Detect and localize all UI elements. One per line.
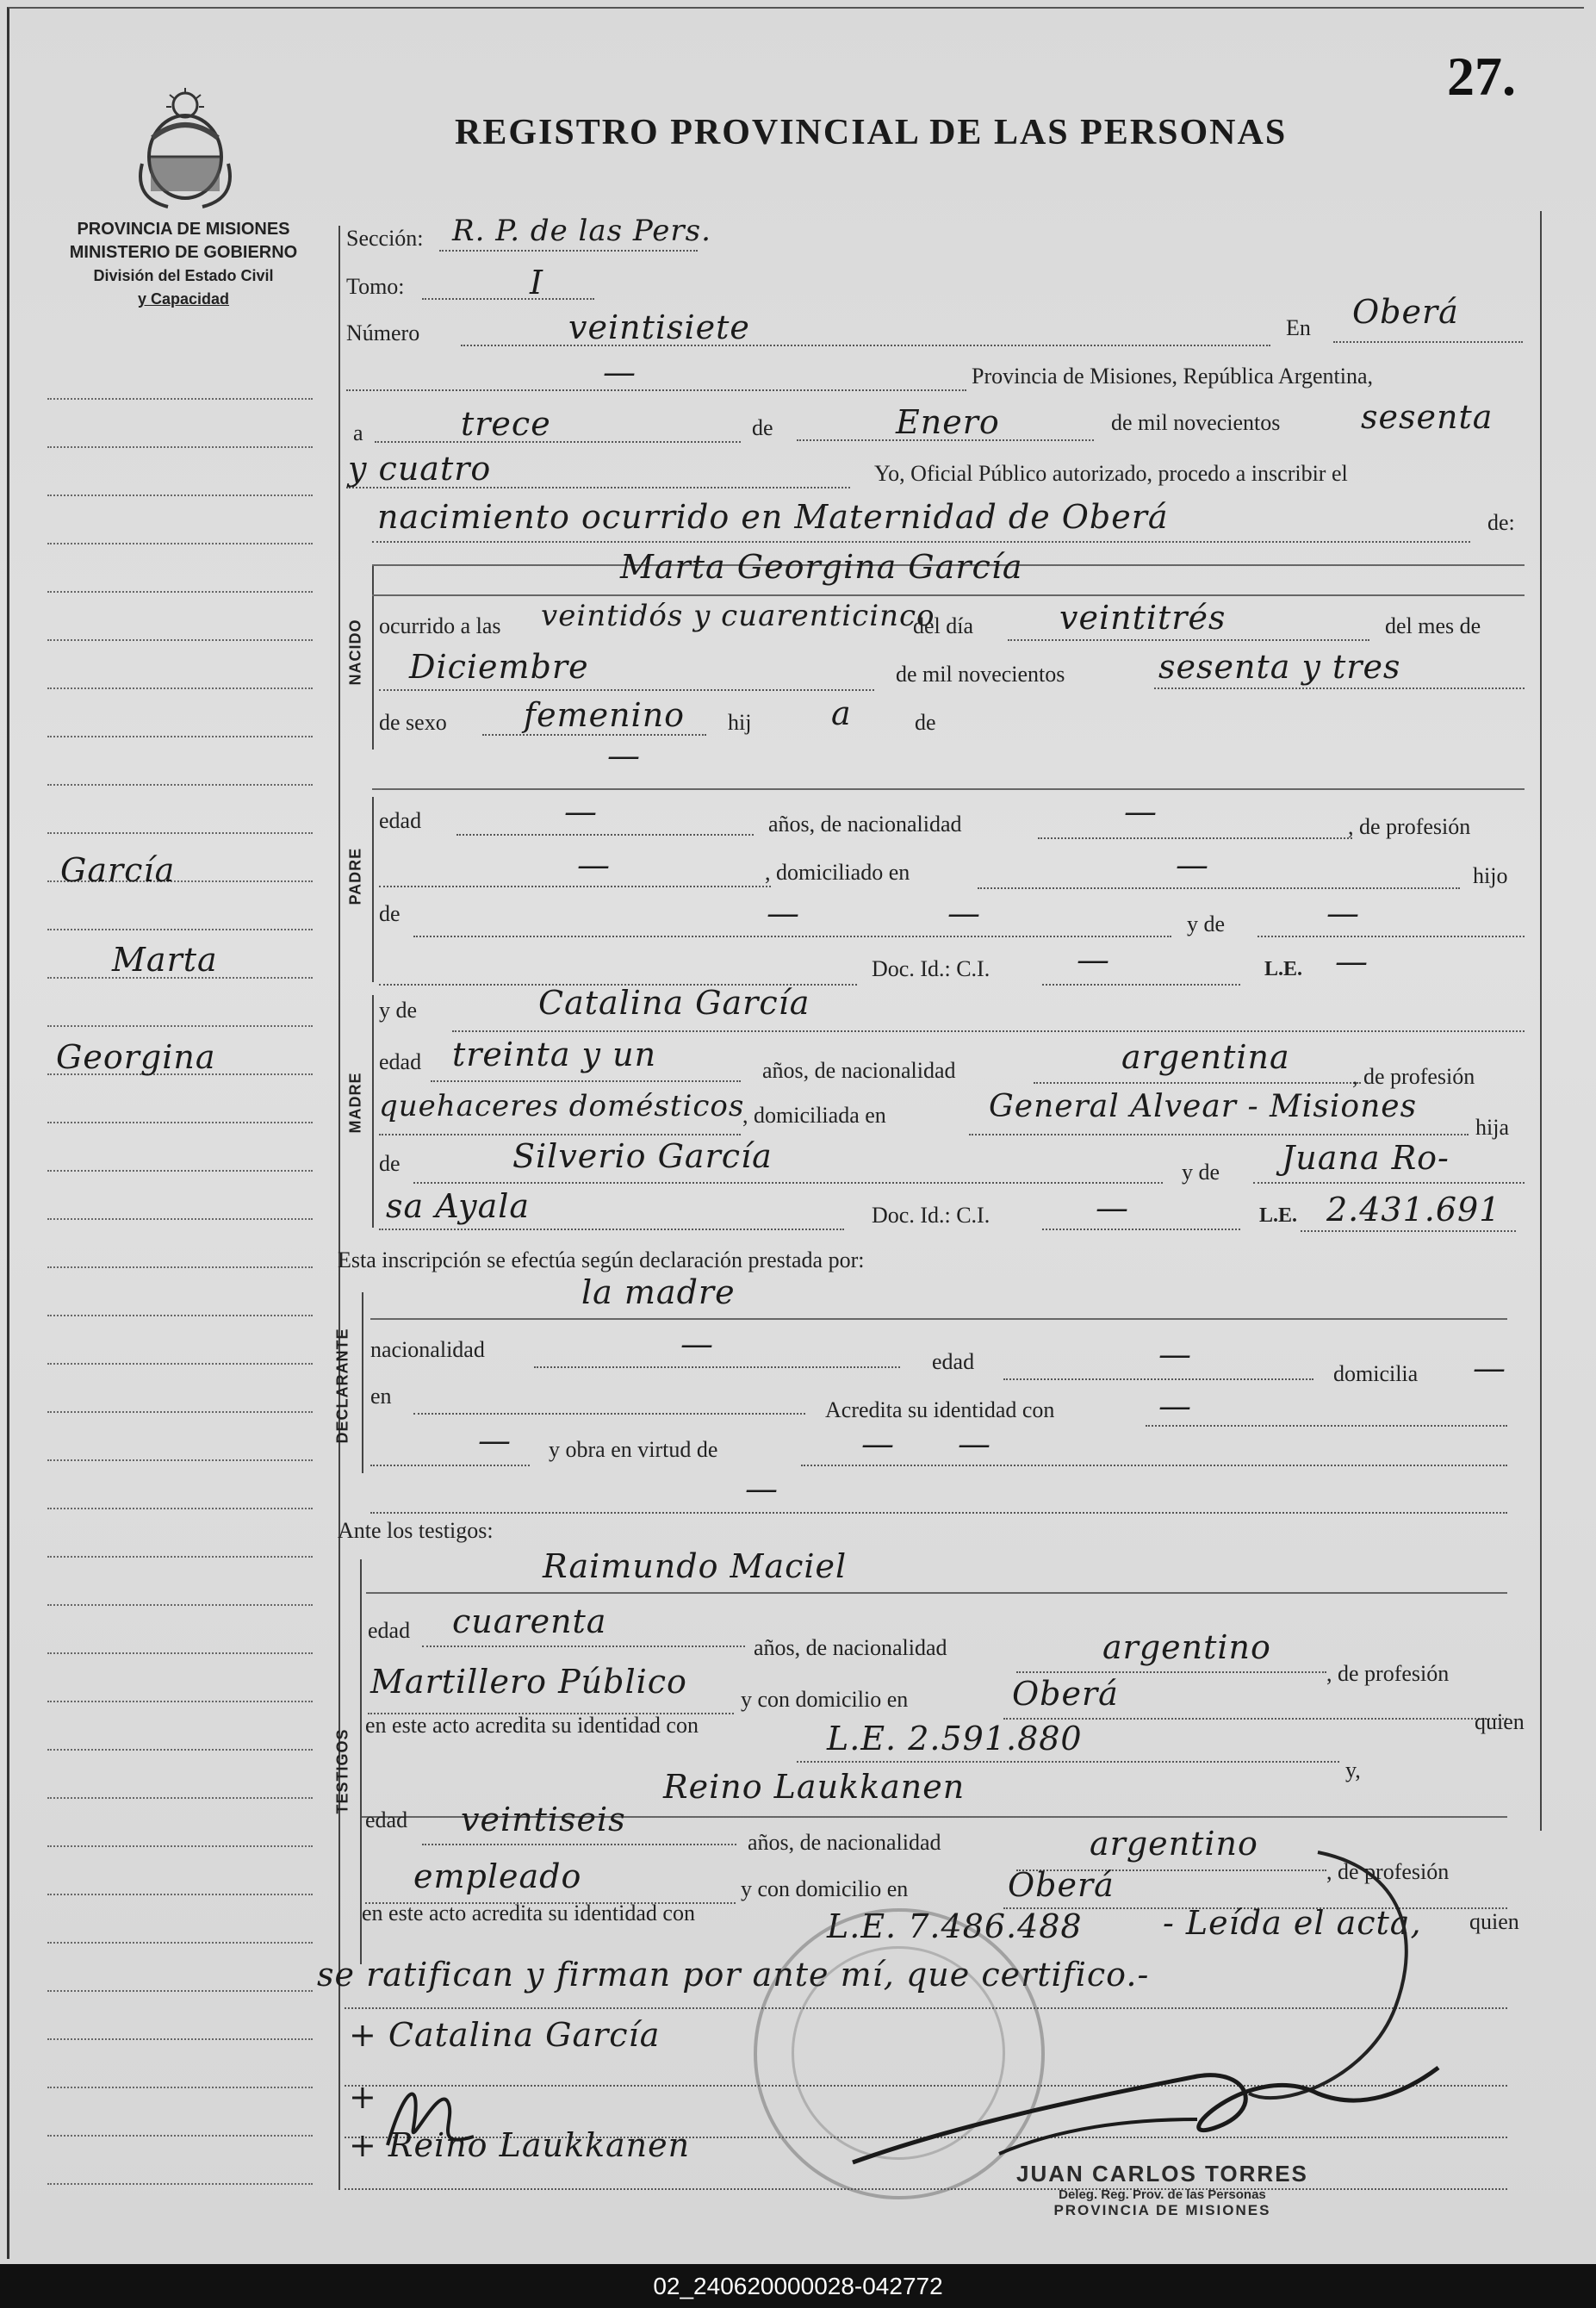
value-decl-x: — — [478, 1422, 512, 1459]
signature-madre: + Catalina García — [349, 2016, 661, 2054]
label-decl-en: en — [370, 1384, 392, 1409]
madre-bracket — [372, 995, 374, 1228]
rule-madre-nac — [1034, 1082, 1361, 1084]
label-t1-quien: quien — [1475, 1709, 1525, 1734]
label-madre-edad: edad — [379, 1049, 422, 1074]
value-padre-ci: — — [1077, 941, 1110, 979]
value-dia: trece — [461, 405, 551, 443]
value-madre-madre-b: sa Ayala — [386, 1187, 531, 1225]
page-number: 27. — [1447, 46, 1516, 107]
label-padre-de: de — [379, 901, 401, 926]
value-decl-edad: — — [1158, 1335, 1192, 1373]
value-numero: veintisiete — [568, 308, 750, 346]
label-madre-y-de: y de — [379, 998, 418, 1023]
label-ocurrido: ocurrido a las — [379, 613, 501, 638]
rule-decl-en — [413, 1413, 805, 1415]
official-title: Deleg. Reg. Prov. de las Personas — [1059, 2187, 1266, 2202]
value-padre-dash-1: — — [767, 894, 800, 932]
label-tomo: Tomo: — [346, 274, 405, 299]
rule-dia — [375, 441, 741, 443]
value-anio-a: sesenta — [1361, 398, 1494, 436]
org-line: MINISTERIO DE GOBIERNO — [69, 243, 298, 262]
rule-padre-madre — [1258, 936, 1525, 937]
label-decl-obra: y obra en virtud de — [549, 1437, 718, 1462]
label-seccion: Sección: — [346, 226, 424, 251]
label-madre-de: de — [379, 1151, 401, 1176]
label-t2-acredita: en este acto acredita su identidad con — [362, 1901, 695, 1925]
declarante-bracket — [362, 1292, 363, 1473]
rule-sexo — [482, 734, 706, 736]
label-declaracion: Esta inscripción se efectúa según declaración prestada por: — [338, 1247, 865, 1272]
value-t2-prof: empleado — [413, 1857, 582, 1895]
value-madre-prof: quehaceres domésticos — [379, 1089, 745, 1123]
rule-mes-nac — [379, 689, 874, 691]
value-decl-obra-1: — — [861, 1425, 895, 1463]
value-padre-prof: — — [577, 846, 611, 884]
label-madre-doc: Doc. Id.: C.I. — [872, 1203, 991, 1228]
rule-provincia — [346, 389, 966, 391]
value-hora: veintidós y cuarenticinco — [541, 599, 935, 633]
label-padre-edad: edad — [379, 808, 422, 833]
value-madre-ci: — — [1096, 1189, 1129, 1227]
rule-madre-madre — [1253, 1182, 1525, 1184]
rule-dia-nac — [1008, 639, 1369, 641]
rule-madre-dom — [969, 1134, 1469, 1135]
value-padre-dash-2: — — [947, 894, 981, 932]
rule-madre-le — [1301, 1230, 1516, 1232]
rule-tomo — [422, 298, 594, 300]
nacido-bracket — [372, 564, 374, 750]
value-nombre: Marta Georgina García — [620, 548, 1023, 586]
label-madre-hija: hija — [1475, 1115, 1509, 1140]
value-cierre-a: - Leída el acta, — [1163, 1904, 1422, 1942]
label-del-dia: del día — [913, 613, 974, 638]
rule-declarante — [370, 1318, 1507, 1320]
value-mes: Enero — [896, 403, 1000, 441]
rule-t1-doc — [797, 1761, 1339, 1763]
label-t2-edad: edad — [365, 1807, 408, 1832]
margin-surname: García — [60, 851, 176, 889]
label-t1-y: y, — [1345, 1757, 1361, 1782]
form-left-border — [338, 226, 340, 2190]
value-decl-obra-2: — — [958, 1425, 991, 1463]
padre-bracket — [372, 797, 374, 982]
rule-padre-nac — [1038, 837, 1352, 839]
rule-madre-nombre — [452, 1030, 1525, 1032]
value-testigo2-nombre: Reino Laukkanen — [663, 1768, 966, 1806]
value-dash-sexo: — — [607, 737, 641, 775]
label-t2-dom: y con domicilio en — [741, 1876, 909, 1901]
org-line: División del Estado Civil — [93, 267, 274, 284]
value-dash: — — [603, 353, 637, 391]
label-t2-anos: años, de nacionalidad — [748, 1830, 941, 1855]
label-de-colon: de: — [1487, 510, 1515, 535]
signature-testigo2: + Reino Laukkanen — [349, 2126, 691, 2164]
rule-padre-edad — [456, 834, 754, 836]
official-signature-icon — [801, 1835, 1456, 2197]
label-madre-y-de-2: y de — [1182, 1160, 1220, 1185]
value-anio-nac: sesenta y tres — [1158, 648, 1401, 686]
label-madre-anos: años, de nacionalidad — [762, 1058, 956, 1083]
rule-t2-edad — [422, 1844, 736, 1845]
value-localidad: Oberá — [1352, 293, 1459, 331]
rule-anio-nac — [1154, 687, 1525, 689]
page-title: REGISTRO PROVINCIAL DE LAS PERSONAS — [455, 113, 1288, 152]
rule-padre-ci — [1042, 984, 1240, 986]
value-padre-nac: — — [1124, 793, 1158, 831]
official-name-stamp — [1016, 2161, 1308, 2219]
value-tomo: I — [530, 264, 544, 302]
value-t1-doc: L.E. 2.591.880 — [827, 1720, 1083, 1757]
value-hij-suffix: a — [831, 694, 852, 732]
signature-testigo1: + — [349, 2078, 377, 2116]
label-t1-acredita: en este acto acredita su identidad con — [365, 1713, 699, 1738]
section-label-padre: PADRE — [346, 847, 364, 905]
value-sexo: femenino — [524, 696, 686, 734]
rule-nacimiento — [372, 541, 1470, 543]
label-de-mil-nov: de mil novecientos — [896, 662, 1065, 687]
value-padre-dash-3: — — [1326, 894, 1360, 932]
rule-t1-nac — [1016, 1671, 1326, 1673]
coat-of-arms-icon — [134, 86, 237, 215]
rule-madre-prof — [379, 1134, 741, 1135]
value-padre-dom: — — [1176, 846, 1209, 884]
value-cierre-b: se ratifican y firman por ante mí, que certifico.- — [317, 1956, 1150, 1994]
label-de: de — [752, 415, 773, 440]
rule-decl-nac — [534, 1366, 900, 1368]
rule-testigo1-nombre — [366, 1592, 1507, 1594]
label-provincia: Provincia de Misiones, República Argentina, — [972, 364, 1373, 389]
label-padre-doc: Doc. Id.: C.I. — [872, 956, 991, 981]
section-label-nacido: NACIDO — [346, 619, 364, 686]
value-madre-nombre: Catalina García — [538, 984, 810, 1022]
value-madre-edad: treinta y un — [452, 1036, 657, 1073]
value-decl-nac: — — [680, 1325, 714, 1363]
label-t1-dom: y con domicilio en — [741, 1687, 909, 1712]
value-t1-edad: cuarenta — [452, 1602, 607, 1640]
nombre-rule — [372, 594, 1525, 596]
label-madre-prof: , de profesión — [1352, 1064, 1475, 1089]
value-t1-nac: argentino — [1102, 1628, 1271, 1666]
rule-seccion — [439, 250, 698, 252]
value-madre-padre: Silverio García — [512, 1137, 773, 1175]
section-label-testigos: TESTIGOS — [333, 1728, 351, 1814]
label-sexo: de sexo — [379, 710, 447, 735]
label-padre-le: L.E. — [1264, 958, 1303, 980]
value-t2-dom: Oberá — [1008, 1866, 1115, 1904]
rule-decl-acredita — [1146, 1425, 1507, 1427]
value-dia-nac: veintitrés — [1059, 599, 1226, 637]
value-padre-le: — — [1335, 942, 1369, 980]
value-padre-edad: — — [564, 793, 598, 831]
label-oficial: Yo, Oficial Público autorizado, procedo a inscribir el — [874, 461, 1348, 486]
margin-second-name: Georgina — [56, 1038, 216, 1076]
official-province: PROVINCIA DE MISIONES — [1053, 2202, 1271, 2218]
value-madre-dom: General Alvear - Misiones — [989, 1089, 1418, 1124]
rule-padre-prof — [379, 886, 771, 887]
rule-localidad — [1333, 341, 1523, 343]
value-madre-madre-a: Juana Ro- — [1282, 1139, 1450, 1177]
label-t1-anos: años, de nacionalidad — [754, 1635, 947, 1660]
value-seccion: R. P. de las Pers. — [452, 214, 711, 248]
label-de-2: de — [915, 710, 936, 735]
label-ante: Ante los testigos: — [338, 1518, 494, 1543]
scan-id-footer: 02_240620000028-042772 — [0, 2264, 1596, 2308]
label-padre-hijo: hijo — [1473, 863, 1508, 888]
rule-decl-x — [370, 1465, 530, 1466]
label-madre-dom: , domiciliada en — [742, 1103, 886, 1128]
value-mes-nac: Diciembre — [409, 648, 589, 686]
label-hij: hij — [728, 710, 752, 735]
label-del-mes: del mes de — [1385, 613, 1481, 638]
org-line: PROVINCIA DE MISIONES — [77, 220, 290, 239]
value-madre-le: 2.431.691 — [1326, 1191, 1501, 1229]
issuing-authority — [41, 218, 326, 311]
label-decl-acredita: Acredita su identidad con — [825, 1397, 1055, 1422]
value-t2-edad: veintiseis — [461, 1801, 626, 1838]
label-t1-edad: edad — [368, 1618, 411, 1643]
form-right-border — [1540, 211, 1542, 1831]
rule-madre-edad — [431, 1080, 741, 1082]
label-t1-prof: , de profesión — [1326, 1661, 1450, 1686]
rule-decl-edad — [1003, 1378, 1313, 1380]
label-padre-prof: , de profesión — [1348, 814, 1471, 839]
label-t2-quien: quien — [1469, 1909, 1519, 1934]
label-padre-dom: , domiciliado en — [765, 860, 910, 885]
label-en: En — [1286, 315, 1311, 340]
rule-padre-dom — [978, 887, 1460, 889]
label-decl-nac: nacionalidad — [370, 1337, 485, 1362]
label-t2-prof: , de profesión — [1326, 1859, 1450, 1884]
value-madre-nac: argentina — [1121, 1038, 1290, 1076]
value-t1-dom: Oberá — [1012, 1675, 1119, 1713]
rule-decl-blank — [370, 1512, 1507, 1514]
value-decl-domicilia: — — [1473, 1349, 1506, 1387]
label-padre-anos: años, de nacionalidad — [768, 812, 962, 837]
value-declarante: la madre — [581, 1273, 736, 1311]
label-madre-le: L.E. — [1259, 1204, 1298, 1227]
org-line: y Capacidad — [137, 290, 230, 308]
label-a: a — [353, 420, 363, 445]
rule-madre-padre — [413, 1182, 1163, 1184]
official-name: JUAN CARLOS TORRES — [1016, 2161, 1308, 2187]
margin-first-name: Marta — [112, 941, 218, 979]
value-nacimiento: nacimiento ocurrido en Maternidad de Oberá — [377, 498, 1169, 536]
label-decl-domicilia: domicilia — [1333, 1361, 1419, 1386]
rule-t1-edad — [422, 1645, 745, 1647]
section-label-madre: MADRE — [346, 1072, 364, 1134]
label-de-mil: de mil novecientos — [1111, 410, 1281, 435]
nacido-bottom-rule — [372, 788, 1525, 790]
rule-madre-ci — [1042, 1229, 1240, 1230]
label-decl-edad: edad — [932, 1349, 975, 1374]
rule-decl-obra — [801, 1465, 1507, 1466]
value-t2-doc: L.E. 7.486.488 — [827, 1907, 1083, 1945]
value-anio-b: y cuatro — [348, 450, 492, 488]
value-decl-acredita: — — [1158, 1387, 1192, 1425]
value-t2-nac: argentino — [1090, 1825, 1258, 1863]
section-label-declarante: DECLARANTE — [333, 1328, 351, 1444]
label-numero: Número — [346, 320, 420, 345]
rule-padre-padre — [413, 936, 1171, 937]
label-padre-y-de: y de — [1187, 911, 1226, 936]
value-testigo1-nombre: Raimundo Maciel — [543, 1547, 848, 1585]
value-t1-prof: Martillero Público — [370, 1663, 687, 1701]
rule-madre-madre-b — [379, 1229, 844, 1230]
value-decl-blank: — — [745, 1470, 779, 1508]
